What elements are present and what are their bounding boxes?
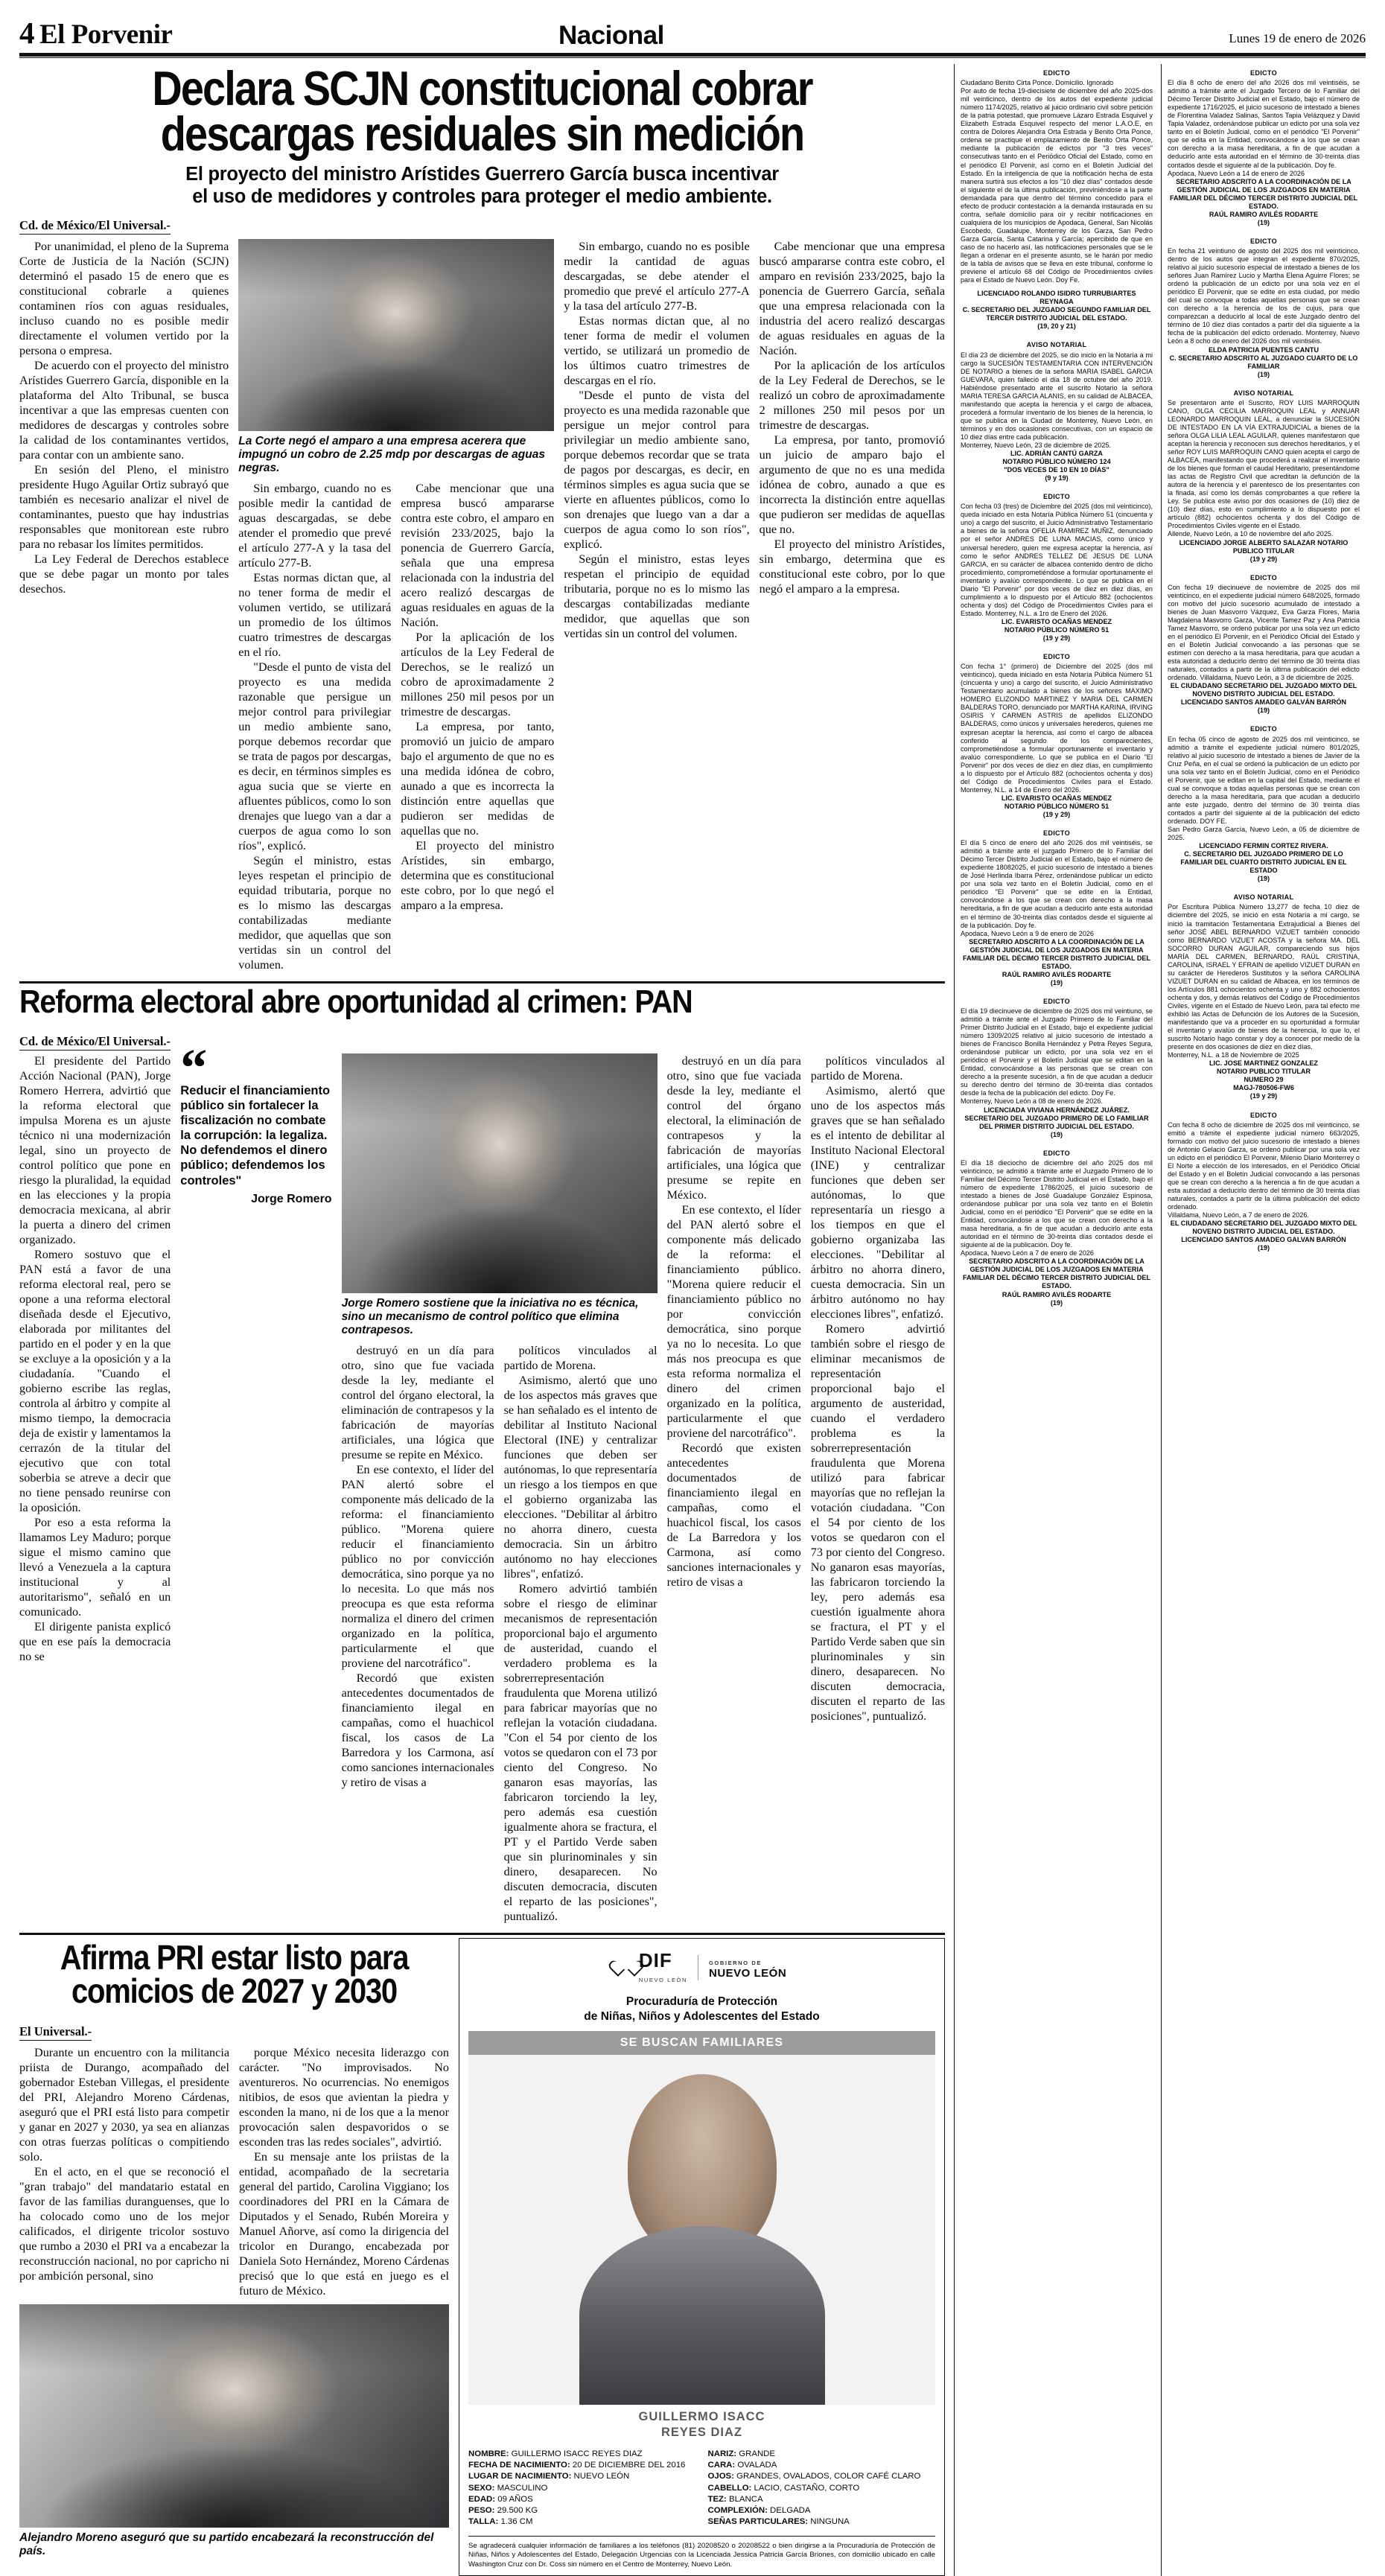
notice-paragraph: El día 18 dieciocho de diciembre del año 2025 dos mil veinticinco, se admitió a trámite ante el Juzgado Primero de lo Familiar del Décimo Tercer Distrito Judicial en el Estado, bajo el número de expediente 1786/2025, el juicio sucesorio de intestado a bienes de José Guadalupe González Espinosa, ordenándose publicar por una sola vez tanto en el Boletín Judicial, como en el periódico "El Porvenir" que se edite en la Entidad, convocándose a los que se crean con derecho a la masa hereditaria, a fin de que acudan a deducirlo ante esta autoridad en el término de 30-treinta días contados desde el siguiente al de la publicación. Doy fe. xyxy=(961,1158,1153,1249)
notice-paragraph: Por auto de fecha 19-diecisiete de diciembre del año 2025-dos mil veinticinco, dentro de los autos del expediente judicial número 1174/2025, relativo al juicio ordinario civil sobre petición de la patria potestad, que promueve Lázaro Estrada Esquivel y Elizabeth Estrada Esquivel respecto del menor L.A.O.E, en contra de Dolores Alejandra Orta Estrada y Benito Orta Ponce, ordena se practique el emplazamiento de Benito Orta Ponce, mediante la publicación de edictos por "3 tres veces" consecutivas tanto en el Periódico Oficial del Estado, como en el periódico El Porvenir, así como en el Boletín Judicial del Estado. En la inteligencia de que la notificación hecha de esta manera surtirá sus efectos a los "10 diez días" contados desde el siguiente el de la última publicación, previniéndose a la parte demandada para que dentro del término concedido para el efecto de producir contestación a la demanda instaurada en su contra, señale domicilio para oír y recibir notificaciones en cualquiera de los municipios de Apodaca, General, San Nicolás Escobedo, Guadalupe, Monterrey de los Garza, San Pedro Garza García, Santa Catarina y García; apercibido de que en caso de no hacerlo así, las notificaciones personales que se le llegan a ordenar en el presente asunto, se le harán por medio de la tabla de avisos que se lleva en este tribunal, conforme lo previene el artículo 68 del Código de Procedimientos civiles para el Estado de Nuevo León. Doy Fe. xyxy=(961,87,1153,284)
notice-paragraph: SECRETARIO DEL JUZGADO PRIMERO DE LO FAMILIAR DEL PRIMER DISTRITO JUDICIAL DEL ESTADO. xyxy=(964,1114,1149,1130)
paragraph: Romero advirtió también sobre el riesgo de eliminar mecanismos de representación proporcional bajo el argumento de austeridad, cuando el verdadero problema es la sobrerrepresentación fraudulenta que Morena utilizó para fabricar mayorías que no reflejan la votación ciudadana. "Con el 54 por ciento de los votos se quedaron con el 73 por ciento del Congreso. No ganaron esas mayorías, las fabricaron torciendo la ley, pero además esa cuestión igualmente ahora se fractura, el PT y el Partido Verde saben que sin plurinominales y sin dinero, desaparecen. No discuten democracia, discuten el reparto de las posiciones", puntualizó. xyxy=(503,1582,658,1924)
notice-spacer xyxy=(1168,227,1360,232)
notice-paragraph: LICENCIADO ROLANDO ISIDRO TURRUBIARTES REYNAGA xyxy=(977,290,1136,306)
notice-heading: AVISO NOTARIAL xyxy=(1026,341,1087,349)
notice-paragraph: EL CIUDADANO SECRETARIO DEL JUZGADO MIXTO DEL NOVENO DISTRITO JUDICIAL DEL ESTADO. xyxy=(1170,682,1357,698)
detail-label: NOMBRE: xyxy=(468,2449,512,2458)
paragraph: Durante un encuentro con la militancia priista de Durango, acompañado del gobernador Esteban Villegas, el presidente del PRI, Alejandro Moreno Cárdenas, aseguró que el PRI está listo para competir y ganar en 2027 y 2030, ya sea en alianzas con otras fuerzas políticas o compitiendo solo. xyxy=(19,2046,229,2164)
article3-photo xyxy=(19,2304,449,2528)
state-logo-line2: NUEVO LEÓN xyxy=(709,1966,787,1980)
paragraph: Cabe mencionar que una empresa buscó ampararse contra este cobro, el amparo en revisión 233/2025, bajo la ponencia de Guerrero García, señala que una empresa relacionada con la industria del acero realizó descargas de aguas residuales en aguas de la Nación. xyxy=(759,240,945,358)
article3-text-block xyxy=(19,1938,449,2576)
notice-paragraph: (19) xyxy=(1257,1244,1270,1252)
detail-label: SEÑAS PARTICULARES: xyxy=(707,2517,811,2527)
detail-field xyxy=(708,2516,936,2528)
paragraph: Romero sostuvo que el PAN está a favor de una reforma electoral real, pero se opone a una reforma electoral diseñada desde el Ejecutivo, elaborada por militantes del partido en el poder y en la que se excluye a la oposición y a la ciudadanía. "Cuando el gobierno escribe las reglas, controla al árbitro y compite al mismo tiempo, la democracia deja de existir y lamentamos la cerrazón de la titular del ejecutivo que con total soberbia se atreve a decir que no tiene pensado reunirse con la oposición. xyxy=(19,1248,171,1515)
detail-value: NUEVO LEÓN xyxy=(573,2472,630,2481)
detail-field xyxy=(708,2471,936,2482)
notice-paragraph: ELDA PATRICIA PUENTES CANTU xyxy=(1208,345,1319,354)
notice-heading: EDICTO xyxy=(1043,653,1070,661)
paper-name: El Porvenir xyxy=(39,19,173,50)
notice-paragraph: Apodaca, Nuevo León a 14 de enero de 2026 xyxy=(1168,169,1305,177)
paragraph: porque México necesita liderazgo con carácter. "No improvisados. No aventureros. No ocurrencias. No enemigos nitibios, de esos que avientan la piedra y esconden la mano, ni de los que a la menor provocación salen despavoridos o se esconden tras las redes sociales", advirtió. xyxy=(239,2046,449,2149)
article1-deck xyxy=(30,164,935,208)
dif-title-line2: de Niñas, Niños y Adolescentes del Estado xyxy=(584,2009,820,2023)
masthead-rule xyxy=(19,53,1366,58)
paragraph: El presidente del Partido Acción Nacional (PAN), Jorge Romero Herrera, advirtió que la reforma electoral que impulsa Morena es un ajuste técnico ni una modernización legal, sino un proyecto de control político que pone en riesgo la pluralidad, la equidad en las elecciones y la propia democracia mexicana, al abrir la puerta a dinero del crimen organizado. xyxy=(19,1054,171,1247)
paragraph: Recordó que existen antecedentes documentados de financiamiento ilegal en campañas, como el huachicol fiscal, los casos de La Barredora y los Carmona, así como sanciones internacionales y retiro de visas a xyxy=(341,1671,494,1790)
detail-field xyxy=(468,2494,696,2505)
detail-field xyxy=(708,2505,936,2516)
notice-spacer xyxy=(1168,1252,1360,1257)
notice-paragraph: San Pedro Garza García, Nuevo León, a 05 de diciembre de 2025. xyxy=(1168,826,1360,842)
section-divider xyxy=(19,1933,945,1935)
page-folio: 4 xyxy=(19,16,34,50)
notice-paragraph: Villaldama, Nuevo León, a 7 de enero de 2026. xyxy=(1168,1211,1309,1220)
notice-paragraph: NUMERO 29 xyxy=(1244,1076,1284,1084)
notice-paragraph: LIC. ADRIÁN CANTÚ GARZA xyxy=(1010,450,1103,458)
article3-headline-line2: comicios de 2027 y 2030 xyxy=(71,1971,397,2011)
notice-paragraph: C. SECRETARIO DEL JUZGADO SEGUNDO FAMILIAR DEL TERCER DISTRITO JUDICIAL DEL ESTADO. xyxy=(962,306,1151,322)
paragraph: Según el ministro, estas leyes respetan el principio de equidad tributaria, porque no es lo mismo las descargas contabilizadas mediante medidor, que aquellas que son vertidas sin un control del volumen. xyxy=(564,552,750,641)
paragraph: El proyecto del ministro Arístides, sin embargo, determina que es constitucional este cobro, por lo que negó el amparo a la empresa. xyxy=(401,839,555,913)
details-right-column xyxy=(708,2449,936,2528)
notice-paragraph: LICENCIADO SANTOS AMADEO GALVAN BARRÓN xyxy=(1181,1236,1346,1244)
article3-caption: Alejandro Moreno aseguró que su partido encabezará la reconstrucción del país. xyxy=(19,2531,434,2558)
notice-heading: EDICTO xyxy=(1043,1149,1070,1157)
dif-contact-footer: Se agradecerá cualquier información de familiares a los teléfonos (81) 20208520 o 20208522 o bien dirigirse a la Procuraduría de Protección de Niñas, Niños y Adolescentes del Estado, Delegación Urgencias con la Licenciada Jessica Patricia García Briones, con domicilio ubicado en calle Washington Cruz con Dr. Coss sin número en el Centro de Monterrey, Nuevo León. xyxy=(468,2536,935,2569)
notice-paragraph: (9 y 19) xyxy=(1045,474,1069,482)
notice-paragraph: C. SECRETARIO DEL JUZGADO PRIMERO DE LO FAMILIAR DEL CUARTO DISTRITO JUDICIAL EN EL ESTADO xyxy=(1180,850,1347,875)
detail-label: NARIZ: xyxy=(707,2449,739,2458)
notice-paragraph: EL CIUDADANO SECRETARIO DEL JUZGADO MIXTO DEL NOVENO DISTRITO JUDICIAL DEL ESTADO. xyxy=(1170,1220,1357,1236)
issue-date: Lunes 19 de enero de 2026 xyxy=(1229,31,1366,45)
notice-paragraph: Con fecha 8 ocho de diciembre de 2025 dos mil veinticinco, se emitió a trámite el expediente judicial número 663/2025, formado con motivo del juicio sucesorio de intestado a bienes de Antonio Gelacio Garza, se ordenó publicar por una sola vez un edicto en el periódico El Porvenir, Milenio Diario Monterrey o El Norte a elección de los interesados, en el Periódico Oficial del Estado y en el Boletín Judicial convocando a las personas que se crean con derecho a la herencia a fin de que acudan a esta autoridad a deducirlo dentro del término de 30 treinta días naturales, contados a partir de la última publicación del edicto ordenado. xyxy=(1168,1120,1360,1211)
detail-value: OVALADA xyxy=(737,2461,777,2470)
dif-logo xyxy=(617,1949,687,1986)
legal-notices-zone xyxy=(954,64,1360,2576)
notice-spacer xyxy=(1168,1101,1360,1106)
detail-label: CARA: xyxy=(707,2461,738,2470)
notice-spacer xyxy=(961,482,1153,488)
notice-paragraph: (19) xyxy=(1050,1130,1063,1138)
article3-headline-line1: Afirma PRI estar listo para xyxy=(60,1938,409,1977)
notice-paragraph: Monterrey, Nuevo León, 23 de diciembre de 2025. xyxy=(961,441,1112,450)
paragraph: Sin embargo, cuando no es posible medir la cantidad de aguas descargadas, se debe atender el promedio que prevé el artículo 277-A y la tasa del artículo 277-B. xyxy=(238,482,392,570)
article-pan xyxy=(19,981,945,1924)
notice-paragraph: SECRETARIO ADSCRITO A LA COORDINACIÓN DE LA GESTIÓN JUDICIAL DE LOS JUZGADOS EN MATERIA FAMILIAR DEL DÉCIMO TERCER DISTRITO JUDICIAL DEL ESTADO. xyxy=(962,937,1151,970)
article1-headline xyxy=(84,61,880,162)
paragraph: "Desde el punto de vista del proyecto es una medida razonable que persigue un mejor control para privilegiar un medio ambiente sano, porque debemos recordar que se trata de pagos por descargas, es decir, en términos simples es agua sucia que se vierte en afluentes públicos, como lo son drenajes que luego van a dar a cuerpos de agua como lo son ríos", explicó. xyxy=(564,389,750,552)
detail-value: 29.500 KG xyxy=(497,2506,538,2516)
detail-value: BLANCA xyxy=(728,2494,763,2504)
detail-field xyxy=(468,2505,696,2516)
details-left-column xyxy=(468,2449,696,2528)
dif-logo-row xyxy=(468,1946,935,1990)
notice-paragraph: (19, 20 y 21) xyxy=(1037,322,1076,331)
notice-paragraph: SECRETARIO ADSCRITO A LA COORDINACIÓN DE LA GESTIÓN JUDICIAL DE LOS JUZGADOS EN MATERIA FAMILIAR DEL DÉCIMO TERCER DISTRITO JUDICIAL DEL ESTADO. xyxy=(962,1257,1151,1290)
article3-headline xyxy=(48,1938,421,2011)
article3-column-2 xyxy=(239,2045,449,2298)
detail-field xyxy=(468,2516,696,2528)
article2-column-6 xyxy=(811,1053,945,1924)
article3-byline: El Universal.- xyxy=(19,2024,92,2041)
paragraph: En su mensaje ante los priistas de la entidad, acompañado de la secretaria general del partido, Carolina Viggiano; los coordinadores del PRI en la Cámara de Diputados y el Senado, Rubén Moreira y Manuel Añorve, así como la dirigencia del tricolor en Durango, encabezada por Daniela Soto Hernández, Moreno Cárdenas precisó que lo que está en juego es el futuro de México. xyxy=(239,2150,449,2298)
article1-deck-line1: El proyecto del ministro Arístides Guerrero García busca incentivar xyxy=(185,164,779,185)
detail-field xyxy=(708,2494,936,2505)
article1-headline-line2: descargas residuales sin medición xyxy=(160,106,804,162)
detail-value: MASCULINO xyxy=(497,2483,548,2493)
notice-paragraph: Monterrey, N.L. a 18 de Noviembre de 2025 xyxy=(1168,1051,1299,1059)
section-name: Nacional xyxy=(558,21,664,50)
notice-heading: AVISO NOTARIAL xyxy=(1233,893,1294,902)
paragraph: En el acto, en el que se reconoció el "gran trabajo" del mandatario estatal en favor de las familias duranguenses, que lo ha colocado como uno de los mejor calificados, el dirigente tricolor sostuvo que rumbo a 2030 el PRI va a encabezar la reconstrucción nacional, no por capricho ni por ambición personal, sino xyxy=(19,2165,229,2283)
paragraph: En ese contexto, el líder del PAN alertó sobre el componente más delicado de la reforma: el financiamiento público. "Morena quiere reducir el financiamiento público no por convicción democrática, sino porque ya no lo necesita. Lo que más nos preocupa es que esta reforma normaliza el dinero del crimen organizado en la política, particularmente el que proviene del narcotráfico". xyxy=(341,1463,494,1671)
detail-label: SEXO: xyxy=(468,2483,497,2493)
notice-paragraph: LIC. EVARISTO OCAÑAS MENDEZ xyxy=(1001,794,1112,802)
article1-byline: Cd. de México/El Universal.- xyxy=(19,218,171,235)
notice-heading: EDICTO xyxy=(1250,573,1277,581)
notice-paragraph: Por Escritura Pública Número 13,277 de fecha 10 diez de diciembre del 2025, se inició en esta Notaría a mi cargo, se inició la tramitación Testamentaria Extrajudicial a Bienes del señor JOSÉ ABEL BERNARDO VIZUET también conocido como BERNARDO VIZUET ACOSTA y la señora MA. DEL SOCORRO DURAN AGUILAR, compareciendo sus hijos MARÍA DEL CARMEN, BERNARDO, RAÚL CRISTINA, CAROLINA, ISRAEL Y EFRAIN de apellido VIZUET DURAN en su carácter de Herederos Sustitutos y la señora CAROLINA VIZUET DURAN en su calidad de Albacea, en los términos de los Artículos 881 ochocientos ochenta y uno y 882 ochocientos ochenta y dos, y demás relativos del Código de Procedimientos Civiles, vigente en el Estado de Nuevo León, para tal efecto me exhibió las Actas de Defunción de los Autores de la Sucesión, manifestando que va a proceder en su oportunidad a formular el inventario y avalúo de bienes de la herencia, lo que lo, el suscrito Notario hago constar y doy a conocer por medio de la presente en dos ocasiones de diez en diez días. xyxy=(1168,903,1360,1051)
heart-icon xyxy=(617,1960,634,1975)
notice-paragraph: Apodaca, Nuevo León a 7 de enero de 2026 xyxy=(961,1249,1094,1257)
notice-paragraph: "DOS VECES DE 10 EN 10 DÍAS" xyxy=(1004,466,1109,474)
notice-paragraph: Apodaca, Nuevo León a 9 de enero de 2026 xyxy=(961,929,1094,937)
notice-paragraph: (19) xyxy=(1257,707,1270,715)
paragraph: Por la aplicación de los artículos de la Ley Federal de Derechos, se le realizó un cobro de aproximadamente 2 millones 250 mil pesos por un trimestre de descargas. xyxy=(759,359,945,433)
masthead-left xyxy=(19,15,172,51)
notice-paragraph: Allende, Nuevo León, a 10 de noviembre del año 2025. xyxy=(1168,530,1334,538)
notice-paragraph: NOTARIO PÚBLICO NÚMERO 124 xyxy=(1002,458,1111,466)
state-logo-line1: GOBIERNO DE xyxy=(709,1959,762,1966)
detail-value: LACIO, CASTAÑO, CORTO xyxy=(754,2483,860,2493)
paragraph: Sin embargo, cuando no es posible medir la cantidad de aguas descargadas, se debe atender el promedio que prevé el artículo 277-A y la tasa del artículo 277-B. xyxy=(564,240,750,313)
notice-paragraph: En fecha 05 cinco de agosto de 2025 dos mil veinticinco, se admitió a trámite el expediente judicial número 801/2025, relativo al juicio sucesorio de intestado a bienes de Javier de la Cruz Peña, en el cual se ordenó la publicación de un edicto por una sola vez tanto en el Boletín Judicial, como en el Periódico el Porvenir, que se editan en la capital del Estado, mediante el cual se convoque a todas aquellas personas que se crean con derecho a la masa hereditaria, para que acudan a deducirlo ante este juzgado, dentro del término de 30 treinta días contados a partir del siguiente al de la publicación del edicto ordenado. DOY FE. xyxy=(1168,735,1360,825)
article2-center-block xyxy=(342,1053,658,1924)
paragraph: Según el ministro, estas leyes respetan el principio de equidad tributaria, porque no es lo mismo las descargas contabilizadas mediante medidor, que aquellas que son vertidas sin un control del volumen. xyxy=(238,854,392,972)
notice-heading: EDICTO xyxy=(1043,493,1070,501)
notice-paragraph: Con fecha 1° (primero) de Diciembre del 2025 (dos mil veinticinco), queda iniciado en esta Notaría Pública Número 51 (cincuenta y uno) a cargo del suscrito, el Juicio Administrativo Testamentario acumulado a bienes de los señores MAXIMO HOMERO ELIZONDO MARTINEZ Y MARIA DEL CARMEN BALDERAS TORO, denunciado por MARTHA KARINA, IRVING OSIRIS Y CARMEN ASTRIS de apellidos ELIZONDO BALDERAS, como únicos y universales herederos, quienes me expresan aceptar la herencia, así como el cargo de albacea conferido al segundo de los comparecientes, comprometiéndose a formular oportunamente el inventario y avalúo correspondiente. Lo que se publica en el Diario "El Porvenir" por dos veces de diez en diez días, en cumplimiento a lo dispuesto por el Artículo 882 (ochocientos ochenta y dos) del Código de Procedimientos Civiles para el Estado. Monterrey, N.L. a 14 de Enero del 2026. xyxy=(961,663,1153,794)
paragraph: En ese contexto, el líder del PAN alertó sobre el componente más delicado de la reforma: el financiamiento público. "Morena quiere reducir el financiamiento público no por convicción democrática, sino porque ya no lo necesita. Lo que más nos preocupa es que esta reforma normaliza el dinero del crimen organizado en la política, particularmente el que proviene del narcotráfico". xyxy=(666,1203,801,1441)
notice-heading: EDICTO xyxy=(1250,237,1277,245)
notice-paragraph: (19) xyxy=(1257,370,1270,378)
paragraph: destruyó en un día para otro, sino que fue vaciada desde la ley, mediante el control del órgano electoral, la eliminación de contrapesos y la fabricación de mayorías artificiales, una lógica que presume se repite en México. xyxy=(341,1344,494,1462)
dif-title xyxy=(468,1995,935,2024)
missing-person-name-line1: GUILLERMO ISACC xyxy=(638,2409,765,2423)
notice-heading: EDICTO xyxy=(1043,997,1070,1005)
editorial-zone xyxy=(19,61,945,2576)
detail-label: TEZ: xyxy=(707,2494,729,2504)
article2-caption: Jorge Romero sostiene que la iniciativa no es técnica, sino un mecanismo de control político que elimina contrapesos. xyxy=(341,1297,639,1337)
paragraph: Por eso a esta reforma la llamamos Ley Maduro; porque sigue el mismo camino que llevó a Venezuela a la captura institucional y al autoritarismo", señaló en un comunicado. xyxy=(19,1516,171,1619)
masthead xyxy=(19,16,1366,51)
notice-spacer xyxy=(961,1307,1153,1313)
paragraph: La empresa, por tanto, promovió un juicio de amparo bajo el argumento de que no es una medida idónea de cobro, aunado a que es incorrecta la distinción entre aquellas que pudieron ser medidas de aquellas que no. xyxy=(759,433,945,537)
dif-banner: SE BUSCAN FAMILIARES xyxy=(468,2031,935,2055)
detail-field xyxy=(708,2483,936,2494)
notice-paragraph: NOTARIO PUBLICO TITULAR xyxy=(1216,1068,1311,1076)
dif-title-line1: Procuraduría de Protección xyxy=(625,1995,778,2009)
paragraph: En sesión del Pleno, el ministro presidente Hugo Aguilar Ortiz subrayó que también es necesario analizar el nivel de contaminantes, puesto que hay industrias responsables que monitorean este rubro para no rebasar los límites permitidos. xyxy=(19,463,229,552)
paragraph: Asimismo, alertó que uno de los aspectos más graves que se han señalado es el intento de debilitar al Instituto Nacional Electoral (INE) y centralizar funciones que deben ser autónomas, lo que representaría un riesgo a los tiempos en que el gobierno organizaba las elecciones. "Debilitar al árbitro no ahorra dinero, cuesta democracia. Sin un árbitro autónomo no hay elecciones libres", enfatizó. xyxy=(810,1084,945,1322)
detail-label: LUGAR DE NACIMIENTO: xyxy=(468,2472,574,2481)
paragraph: La Ley Federal de Derechos establece que se debe pagar un monto por tales desechos. xyxy=(19,552,229,596)
notices-column-1 xyxy=(954,64,1153,2576)
dif-advertisement xyxy=(459,1938,945,2576)
notice-spacer xyxy=(1168,715,1360,720)
paragraph: "Desde el punto de vista del proyecto es una medida razonable que persigue un mejor control para privilegiar un medio ambiente sano, porque debemos recordar que se trata de pagos por descargas, es decir, en términos simples es agua sucia que se vierte en afluentes públicos, como lo son drenajes que luego van a dar a cuerpos de agua como lo son ríos", explicó. xyxy=(238,660,392,853)
missing-person-photo xyxy=(468,2055,935,2405)
detail-label: TALLA: xyxy=(468,2517,501,2527)
notice-paragraph: El día 5 cinco de enero del año 2026 dos mil veintiséis, se admitió a trámite ante el juzgado Primero de lo Familiar del Décimo Tercer Distrito Judicial en el Estado, bajo el número de expediente 18082025, el juicio sucesorio de intestado a bienes de José Herlinda Ibarra Pérez, ordenándose publicar un edicto por una sola vez tanto en el Boletín Judicial, como en el periódico "El Porvenir" que se edite en la Entidad, convocándose a los que se crean con derecho a la masa hereditaria, a fin de que acudan a deducirlo ante esta autoridad en el término de 30-treinta días contados desde el siguiente al de la publicación. Doy fe. xyxy=(961,839,1153,929)
notice-paragraph: Se presentaron ante el Suscrito, ROY LUIS MARROQUIN CANO, OLGA CECILIA MARROQUIN LEAL y ANNUAR LEONARDO MARROQUIN LEAL, a denunciar la SUCESIÓN DE INTESTADO EN LA VÍA EXTRAJUDICIAL a bienes de la señora OLGA LILIA LEAL AGUILAR, quienes manifestaron que aceptan la herencia y reconocen sus derechos hereditarios, y el señor ROY LUIS MARROQUIN CANO quien acepta el cargo de ALBACEA, manifestando que procederá a realizar el inventario de los bienes que forman el caudal Hereditario, presentándome las actas de Registro Civil que acreditan la defunción de la autora de la herencia y el parentesco de los presentantes con la finada, así como los demás comprobantes a que refiere la Ley. Se publica este aviso por dos ocasiones de (10) diez de (10) diez días, esto en cumplimiento a lo dispuesto por el artículo (882) ochocientos ochenta y dos del Código de Procedimientos Civiles vigente en el Estado. xyxy=(1168,398,1360,530)
notice-spacer xyxy=(961,331,1153,336)
notice-paragraph: (19) xyxy=(1050,978,1063,986)
detail-value: GRANDE xyxy=(739,2449,775,2458)
article2-headline: Reforma electoral abre oportunidad al crimen: PAN xyxy=(19,983,692,1021)
notice-paragraph: LICENCIADO JORGE ALBERTO SALAZAR NOTARIO PUBLICO TITULAR xyxy=(1179,538,1349,555)
notice-paragraph: Con fecha 19 diecinueve de noviembre de 2025 dos mil veinticinco, en el expediente judicial número 648/2025, formado con motivo del juicio sucesorio acumulado de intestado a bienes de Juan Masvorro Vázquez, Eva Garza Flores, María Magdalena Masvorro Garza, Vicente Tamez Paz y Ana Patricia Tamez Masvorro, se ordenó publicar por una sola vez un edicto en el periódico El Porvenir, en el Periódico Oficial del Estado y en el Boletín Judicial convocando a las personas que se estimen con derecho a la masa hereditaria, para que acudan a esta autoridad a deducirlo dentro del término de 30 treinta días naturales, contados a partir de la última publicación del edicto ordenado. Villaldama, Nuevo León, a 3 de diciembre de 2025. xyxy=(1168,583,1360,682)
paragraph: Cabe mencionar que una empresa buscó ampararse contra este cobro, el amparo en revisión 233/2025, bajo la ponencia de Guerrero García, señala que una empresa relacionada con la industria del acero realizó descargas de aguas residuales en aguas de la Nación. xyxy=(401,482,555,630)
article3-column-1 xyxy=(19,2045,229,2298)
page-body xyxy=(19,61,1366,2576)
notice-heading: EDICTO xyxy=(1043,69,1070,77)
notice-paragraph: RAÚL RAMIRO AVILÉS RODARTE xyxy=(1002,1290,1112,1298)
paragraph: Asimismo, alertó que uno de los aspectos más graves que se han señalado es el intento de debilitar al Instituto Nacional Electoral (INE) y centralizar funciones que deben ser autónomas, lo que representaría un riesgo a los tiempos en que el gobierno organizaba las elecciones. "Debilitar al árbitro no ahorra dinero, cuesta democracia. Sin un árbitro autónomo no hay elecciones libres", enfatizó. xyxy=(503,1374,658,1581)
detail-label: COMPLEXIÓN: xyxy=(707,2506,771,2516)
detail-label: CABELLO: xyxy=(707,2483,754,2493)
missing-person-details xyxy=(468,2449,935,2528)
notice-paragraph: (19) xyxy=(1050,1298,1063,1307)
article2-column-3 xyxy=(342,1343,494,1924)
detail-label: OJOS: xyxy=(707,2472,737,2481)
notice-spacer xyxy=(1168,883,1360,888)
state-logo xyxy=(709,1956,786,1980)
notice-heading: EDICTO xyxy=(1250,69,1277,77)
article1-column-3 xyxy=(401,481,554,972)
article2-pullquote-attribution: Jorge Romero xyxy=(251,1192,332,1205)
missing-person-name xyxy=(468,2409,935,2441)
notice-spacer xyxy=(961,819,1153,824)
detail-value: GRANDES, OVALADOS, COLOR CAFÉ CLARO xyxy=(736,2472,921,2481)
notice-spacer xyxy=(1168,564,1360,569)
article-pri xyxy=(19,1933,945,2576)
detail-label: PESO: xyxy=(468,2506,497,2516)
article1-center-block xyxy=(238,239,554,972)
detail-value: NINGUNA xyxy=(810,2517,850,2527)
missing-person-name-line2: REYES DIAZ xyxy=(660,2426,743,2440)
notice-paragraph: SECRETARIO ADSCRITO A LA COORDINACIÓN DE LA GESTIÓN JUDICIAL DE LOS JUZGADOS EN MATERIA FAMILIAR DEL DÉCIMO TERCER DISTRITO JUDICIAL DEL ESTADO. xyxy=(1169,177,1358,210)
paragraph: destruyó en un día para otro, sino que fue vaciada desde la ley, mediante el control del órgano electoral, la eliminación de contrapesos y la fabricación de mayorías artificiales, una lógica que presume se repite en México. xyxy=(666,1054,801,1202)
article1-deck-line2: el uso de medidores y controles para proteger el medio ambiente. xyxy=(192,185,772,207)
detail-field xyxy=(468,2460,696,2471)
notice-paragraph: El día 23 de diciembre del 2025, se dio inicio en la Notaría a mi cargo la SUCESIÓN TESTAMENTARIA CON INTERVENCIÓN DE NOTARIO a bienes de la señora MARIA ISABEL GARCIA GUEVARA, quien falleció el día 18 de octubre del año 2019. Habiéndose presentado ante el suscrito Notario la señora MARIA TERESA GARCIA ALANIS, en su calidad de ALBACEA, manifestando que acepta la herencia y el cargo de albacea, procederá a formular inventario de los bienes de la herencia, lo que se publica en la Ciudad de Monterrey, Nuevo León, en términos y en dos ocasiones consecutivas, con un espacio de 10 diez días entre cada publicación. xyxy=(961,351,1153,441)
article1-headline-line1: Declara SCJN constitucional cobrar xyxy=(152,61,812,115)
dif-logo-subtitle: NUEVO LEÓN xyxy=(638,1977,687,1984)
notice-paragraph: RAÚL RAMIRO AVILÉS RODARTE xyxy=(1209,210,1319,218)
detail-value: 09 AÑOS xyxy=(497,2494,533,2504)
notice-paragraph: Monterrey, Nuevo León a 08 de enero de 2026. xyxy=(961,1097,1103,1106)
paragraph: políticos vinculados al partido de Morena. xyxy=(503,1344,658,1373)
article-scjn xyxy=(19,61,945,972)
article2-pullquote: Reducir el financiamiento público sin fortalecer la fiscalización no combate la corrupción: la legaliza. No defendemos el dinero público; defendemos los controles" xyxy=(180,1083,331,1187)
detail-label: EDAD: xyxy=(468,2494,498,2504)
dif-logo-mark: DIF xyxy=(638,1949,672,1972)
paragraph: Por la aplicación de los artículos de la Ley Federal de Derechos, se le realizó un cobro de aproximadamente 2 millones 250 mil pesos por un trimestre de descargas. xyxy=(401,631,555,719)
detail-value: DELGADA xyxy=(770,2506,811,2516)
notice-paragraph: LIC. JOSE MARTINEZ GONZALEZ xyxy=(1209,1059,1318,1068)
notice-paragraph: MAGJ-780506-FW6 xyxy=(1233,1084,1294,1092)
notice-heading: AVISO NOTARIAL xyxy=(1233,389,1294,397)
notice-paragraph: Ciudadano Benito Cirta Ponce. Domicilio. Ignorado xyxy=(961,79,1114,87)
paragraph: La empresa, por tanto, promovió un juicio de amparo bajo el argumento de que no es una medida idónea de cobro, aunado a que es incorrecta la distinción entre aquellas que pudieron ser medidas de aquellas que no. xyxy=(401,720,555,838)
paragraph: Estas normas dictan que, al no tener forma de medir el volumen vertido, se utilizará un promedio de los últimos cuatro trimestres de descargas en el río. xyxy=(564,314,750,388)
notice-spacer xyxy=(961,284,1153,290)
article2-photo xyxy=(342,1053,658,1293)
notice-paragraph: (19) xyxy=(1257,875,1270,883)
detail-field xyxy=(708,2460,936,2471)
article1-column-5 xyxy=(760,239,945,972)
article2-column-1 xyxy=(19,1053,171,1924)
article1-photo xyxy=(238,239,554,431)
notice-paragraph: C. SECRETARIO ADSCRITO AL JUZGADO CUARTO DE LO FAMILIAR xyxy=(1169,354,1358,370)
detail-field xyxy=(708,2449,936,2460)
notice-paragraph: (19) xyxy=(1257,218,1270,226)
notice-paragraph: El día 8 ocho de enero del año 2026 dos mil veintiséis, se admitió a trámite ante el Juzgado Tercero de lo Familiar del Décimo Tercer Distrito Judicial en el Estado, bajo el número de expediente 1716/2025, el juicio sucesorio de intestado a bienes de Florentina Valadez Salinas, Santos Tapia Velázquez y David Tapia Valadez, ordenándose publicar un edicto por una sola vez tanto en el Boletín Judicial, como en el periódico "El Porvenir" que se edita en la Entidad, convocándose a los que se crean con derecho a la masa hereditaria, a fin de que acudan a deducirlo ante esta autoridad en el término de 30-treinta días contados desde el siguiente al de la publicación. Doy fe. xyxy=(1168,79,1360,169)
article2-column-4 xyxy=(504,1343,658,1924)
notice-paragraph: LICENCIADO FERMIN CORTEZ RIVERA. xyxy=(1199,842,1328,850)
paragraph: Recordó que existen antecedentes documentados de financiamiento ilegal en campañas, como el huachicol fiscal, los casos de La Barredora y los Carmona, así como sanciones internacionales y retiro de visas a xyxy=(666,1441,801,1590)
detail-field xyxy=(468,2449,696,2460)
notice-heading: EDICTO xyxy=(1250,1111,1277,1119)
article1-column-4 xyxy=(564,239,749,972)
paragraph: De acuerdo con el proyecto del ministro Arístides Guerrero García, disponible en la plataforma del Alto Tribunal, se busca incentivar a que las empresas cuenten con medidores de descargas y controles sobre la calidad de los contaminantes vertidos, para contar con un ambiente sano. xyxy=(19,359,229,462)
notice-heading: EDICTO xyxy=(1043,829,1070,838)
notice-paragraph: Con fecha 03 (tres) de Diciembre del 2025 (dos mil veinticinco), queda iniciado en esta Notaría Pública Número 51 (cincuenta y uno) a cargo del suscrito, el Juicio Administrativo Testamentario a bienes de la señora OFELIA RAMIREZ MUÑIZ, denunciado por el señor ANDRES DE LUNA MACIAS, como único y universal heredero, quien me expresa aceptar la herencia, así como le señor ANDRES TELLEZ DE JESUS DE LUNA GARCIA, en su carácter de albacea contenido dentro de dicho procedimiento, comprometiéndose a formular oportunamente el inventario y avalúo correspondiente. Lo que se publica en el Diario "El Porvenir" por dos veces de diez en diez días, en cumplimiento a lo dispuesto por el Artículo 882 (ochocientos ochenta y dos) del Código de Procedimientos Civiles para el Estado. Monterrey, N.L. a 1ro de Enero del 2026. xyxy=(961,503,1153,617)
notice-paragraph: NOTARIO PÚBLICO NÚMERO 51 xyxy=(1004,626,1109,634)
notice-paragraph: (19 y 29) xyxy=(1249,1092,1278,1100)
article2-byline: Cd. de México/El Universal.- xyxy=(19,1034,171,1051)
paragraph: políticos vinculados al partido de Morena. xyxy=(810,1054,945,1083)
notice-paragraph: (19 y 29) xyxy=(1042,634,1071,643)
notice-spacer xyxy=(961,643,1153,648)
article1-caption: La Corte negó el amparo a una empresa acerera que impugnó un cobro de 2.25 mdp por descargas de aguas negras. xyxy=(238,435,545,475)
paragraph: El proyecto del ministro Arístides, sin embargo, determina que es constitucional este cobro, por lo que negó el amparo a la empresa. xyxy=(759,538,945,596)
notice-paragraph: LIC. EVARISTO OCAÑAS MENDEZ xyxy=(1001,617,1112,625)
paragraph: Por unanimidad, el pleno de la Suprema Corte de Justicia de la Nación (SCJN) determinó el pasado 15 de enero que es constitucional cobrarle a quienes contaminen ríos con aguas residuales, incluso cuando no es posible medir directamente el volumen vertido por la persona o empresa. xyxy=(19,240,229,358)
article2-column-5 xyxy=(667,1053,801,1924)
quote-mark-icon: “ xyxy=(180,1038,208,1098)
notice-spacer xyxy=(1168,379,1360,384)
detail-value: GUILLERMO ISACC REYES DIAZ xyxy=(511,2449,643,2458)
detail-label: FECHA DE NACIMIENTO: xyxy=(468,2461,573,2470)
notice-paragraph: RAÚL RAMIRO AVILÉS RODARTE xyxy=(1002,970,1112,978)
paragraph: Estas normas dictan que, al no tener forma de medir el volumen vertido, se utilizará un promedio de los últimos cuatro trimestres de descargas en el río. xyxy=(238,571,392,660)
notice-paragraph: LICENCIADO SANTOS AMADEO GALVÁN BARRÓN xyxy=(1180,698,1347,707)
notice-paragraph: (19 y 29) xyxy=(1042,810,1071,818)
notice-paragraph: LICENCIADA VIVIANA HERNÁNDEZ JUÁREZ. xyxy=(984,1106,1130,1114)
article1-column-2 xyxy=(238,481,391,972)
paragraph: El dirigente panista explicó que en ese país la democracia no se xyxy=(19,1620,171,1664)
paragraph: Romero advirtió también sobre el riesgo de eliminar mecanismos de representación proporcional bajo el argumento de austeridad, cuando el verdadero problema es la sobrerrepresentación fraudulenta que Morena utilizó para fabricar mayorías que no reflejan la votación ciudadana. "Con el 54 por ciento de los votos se quedaron con el 73 por ciento del Congreso. No ganaron esas mayorías, las fabricaron torciendo la ley, pero además esa cuestión igualmente ahora se fractura, el PT y el Partido Verde saben que sin plurinominales y sin dinero, desaparecen. No discuten democracia, discuten el reparto de las posiciones", puntualizó. xyxy=(810,1322,945,1724)
detail-value: 20 DE DICIEMBRE DEL 2016 xyxy=(572,2461,686,2470)
notice-spacer xyxy=(961,1139,1153,1144)
article2-pullquote-block xyxy=(180,1038,332,1924)
detail-field xyxy=(468,2483,696,2494)
notice-paragraph: El día 19 diecinueve de diciembre de 2025 dos mil veintiuno, se admitió a trámite ante el Juzgado Primero de lo Familiar del Primer Distrito Judicial en el Estado, bajo el expediente judicial número 1309/2025 relativo al juicio sucesorio de intestado a bienes de Francisco Bonilla Hernández y Petra Reyes Segura, ordenándose publicar un edicto, por una sola vez en el periódico el Porvenir y el Boletín Judicial que se editan en la Entidad, convocándose a las personas que se crean con derecho a la presente sucesión, a fin de que acudan a deducir su derecho dentro del término de 30-treinta días contados desde la fecha de la publicación del edicto. Doy Fe. xyxy=(961,1007,1153,1097)
detail-value: 1.36 CM xyxy=(500,2517,533,2527)
notice-heading: EDICTO xyxy=(1250,725,1277,733)
notice-paragraph: En fecha 21 veintiuno de agosto del 2025 dos mil veinticinco, dentro de los autos que integran el expediente 870/2025, relativo al juicio sucesorio especial de intestado a bienes de los señores Juan Ramírez Lucio y Martha Elena Aguirre Flores; se ordenó la publicación de un edicto por una sola vez en el periódico El Porvenir, que se edite en esta ciudad, por medio del cual se convoque a todas aquellas personas que se crean con derecho a la herencia de los de cujus, para que comparezcan a deducirlo al local de este Juzgado dentro del término de 10 diez días contados a partir del día siguiente a la fecha de la publicación del edicto ordenado. Monterrey, Nuevo León a 8 ocho de enero del 2026 dos mil veintiséis. xyxy=(1168,246,1360,345)
notices-column-2 xyxy=(1161,64,1360,2576)
detail-field xyxy=(468,2471,696,2482)
notice-paragraph: NOTARIO PÚBLICO NÚMERO 51 xyxy=(1004,802,1109,810)
notice-spacer xyxy=(961,987,1153,992)
article1-column-1 xyxy=(19,239,229,972)
notice-paragraph: (19 y 29) xyxy=(1249,555,1278,563)
